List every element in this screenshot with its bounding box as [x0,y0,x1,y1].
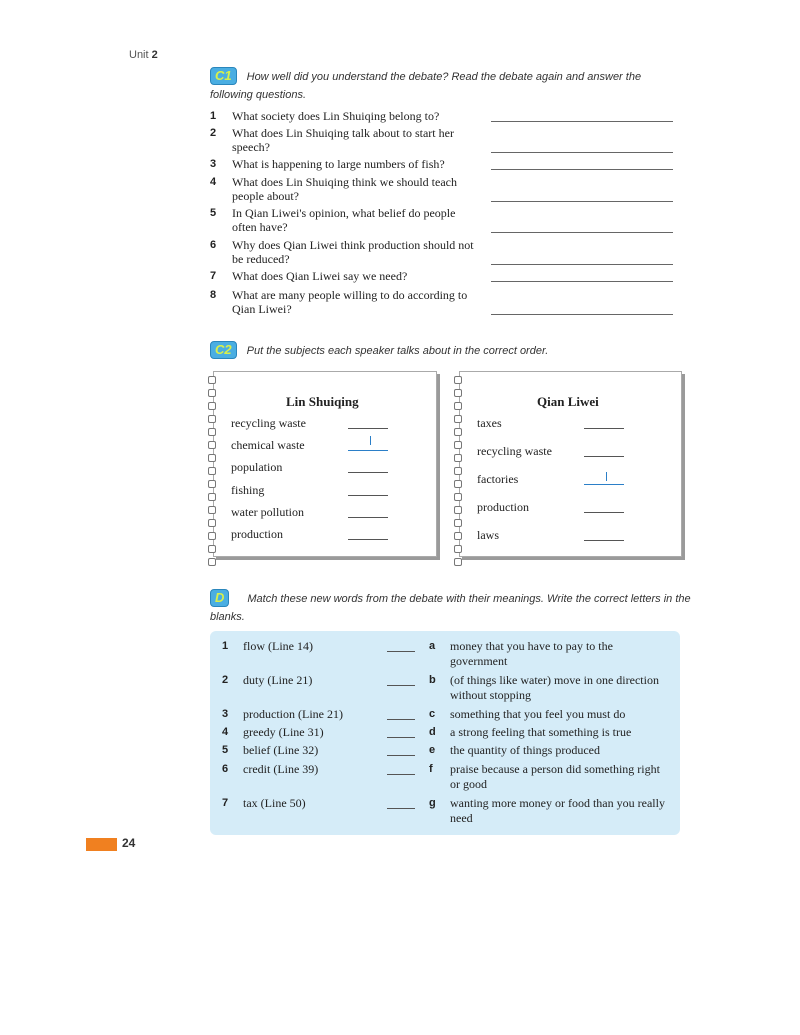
c2-badge: C2 [210,341,237,359]
answer-line[interactable] [491,232,673,233]
answer-line[interactable] [491,121,673,122]
subject-item: laws [477,528,499,542]
question-text: Why does Qian Liwei think production should not be reduced? [232,238,474,266]
subject-item: water pollution [231,505,304,519]
meaning-text: (of things like water) move in one direction without stopping [450,673,659,702]
subject-item: chemical waste [231,438,305,452]
answer-line[interactable] [491,201,673,202]
word-number: 4 [222,726,229,738]
word-text: flow (Line 14) [243,639,313,653]
meaning-text: wanting more money or food than you really need [450,796,665,825]
meaning-letter: f [429,763,433,775]
match-blank[interactable] [387,737,415,738]
order-blank[interactable] [584,540,624,541]
spiral-binding [208,376,216,571]
question-text: In Qian Liwei's opinion, what belief do people often have? [232,206,456,234]
word-text: greedy (Line 31) [243,725,324,739]
unit-word: Unit [129,49,149,61]
question-number: 2 [210,127,217,139]
speaker-name: Lin Shuiqing [286,394,359,409]
match-blank[interactable] [387,651,415,652]
spiral-binding [454,376,462,571]
subject-item: production [477,500,529,514]
question-number: 4 [210,176,217,188]
word-text: production (Line 21) [243,707,343,721]
question-text: What is happening to large numbers of fish? [232,157,445,171]
d-instruction: Match these new words from the debate with their meanings. Write the correct letters in the blanks. [210,593,691,623]
c2-instruction: Put the subjects each speaker talks about in the correct order. [246,345,549,357]
meaning-text: a strong feeling that something is true [450,725,632,739]
subject-item: taxes [477,416,502,430]
speaker-name: Qian Liwei [537,394,599,409]
notebook-lin-shuiqing [213,371,437,557]
d-badge: D [210,589,229,607]
c2-header [210,341,680,359]
meaning-text: something that you feel you must do [450,707,626,721]
subject-item: production [231,527,283,541]
order-blank[interactable] [584,428,624,429]
question-text: What does Qian Liwei say we need? [232,269,408,283]
order-blank[interactable] [584,484,624,485]
meaning-letter: c [429,708,436,720]
word-number: 2 [222,674,229,686]
word-text: tax (Line 50) [243,796,306,810]
question-text: What society does Lin Shuiqing belong to? [232,109,440,123]
question-number: 6 [210,239,217,251]
question-number: 3 [210,158,217,170]
order-blank[interactable] [348,450,388,451]
word-number: 6 [222,763,229,775]
question-number: 8 [210,289,217,301]
notebook-qian-liwei [459,371,682,557]
meaning-letter: d [429,726,436,738]
order-blank[interactable] [348,472,388,473]
word-text: credit (Line 39) [243,762,319,776]
answer-line[interactable] [491,169,673,170]
meaning-text: praise because a person did something right or good [450,762,660,791]
question-text: What are many people willing to do according to Qian Liwei? [232,288,468,316]
match-blank[interactable] [387,774,415,775]
subject-item: recycling waste [231,416,306,430]
word-text: belief (Line 32) [243,743,319,757]
word-number: 7 [222,797,229,809]
meaning-letter: g [429,797,436,809]
subject-item: population [231,460,283,474]
pencil-mark [370,436,371,445]
answer-line[interactable] [491,264,673,265]
order-blank[interactable] [348,539,388,540]
order-blank[interactable] [584,512,624,513]
order-blank[interactable] [348,428,388,429]
answer-line[interactable] [491,152,673,153]
unit-label [129,49,158,61]
word-number: 5 [222,744,229,756]
page-number-bar [86,838,117,851]
subject-item: factories [477,472,519,486]
order-blank[interactable] [348,517,388,518]
subject-item: recycling waste [477,444,552,458]
question-text: What does Lin Shuiqing talk about to start her speech? [232,126,454,154]
match-blank[interactable] [387,755,415,756]
match-blank[interactable] [387,808,415,809]
c1-header [210,67,680,103]
question-number: 5 [210,207,217,219]
c1-instruction: How well did you understand the debate? Read the debate again and answer the following questions. [210,71,642,101]
meaning-text: the quantity of things produced [450,743,600,757]
word-text: duty (Line 21) [243,673,313,687]
question-text: What does Lin Shuiqing think we should teach people about? [232,175,457,203]
meaning-letter: a [429,640,436,652]
question-number: 1 [210,110,217,122]
order-blank[interactable] [584,456,624,457]
meaning-letter: e [429,744,436,756]
pencil-mark [606,472,607,481]
d-header [210,589,695,625]
match-blank[interactable] [387,685,415,686]
word-number: 3 [222,708,229,720]
answer-line[interactable] [491,281,673,282]
answer-line[interactable] [491,314,673,315]
word-number: 1 [222,640,229,652]
match-blank[interactable] [387,719,415,720]
subject-item: fishing [231,483,265,497]
meaning-letter: b [429,674,436,686]
meaning-text: money that you have to pay to the government [450,639,613,668]
unit-number: 2 [151,49,158,61]
c1-badge: C1 [210,67,237,85]
order-blank[interactable] [348,495,388,496]
question-number: 7 [210,270,217,282]
matching-panel [210,631,680,835]
page-number: 24 [122,836,136,850]
